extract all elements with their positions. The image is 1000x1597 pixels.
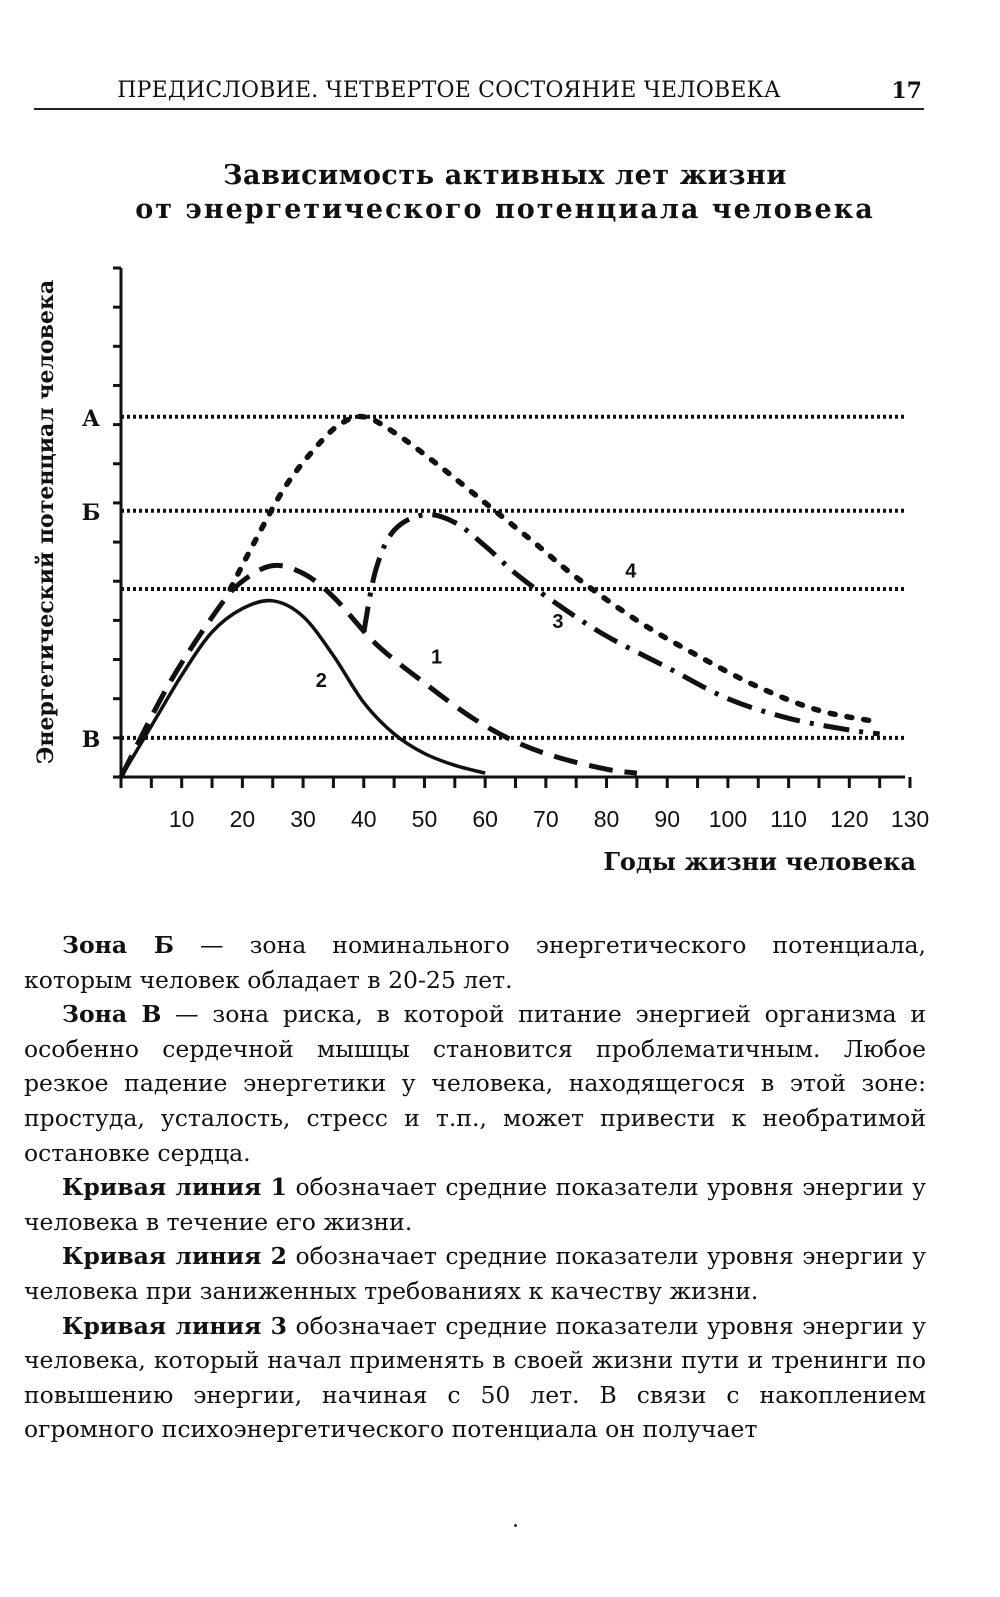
paragraph [24, 928, 926, 997]
curve-number-label: 1 [431, 646, 443, 669]
x-tick-label: 20 [229, 806, 256, 832]
paragraph-text: обозначает средние показатели уровня энергии у человека, который начал применять в своей жизни пути и тренинги по повышению энергии, начиная с 50 лет. В связи с накоплением огромного психоэнергетического потенциала он получает [24, 1311, 926, 1444]
curve-number-label: 4 [625, 560, 637, 583]
paragraph-lead: Кривая линия 1 [62, 1173, 287, 1202]
body-text [24, 928, 926, 1447]
x-tick-label: 100 [708, 806, 748, 832]
x-tick-label: 110 [770, 806, 807, 832]
running-head [34, 72, 924, 110]
x-tick-label: 50 [411, 806, 438, 832]
curves [121, 417, 880, 777]
chart-title-line-2: от энергетического потенциала человека [135, 194, 875, 225]
paragraph-lead: Кривая линия 3 [62, 1311, 287, 1340]
axis-ticks [113, 268, 910, 788]
paragraph-text: — зона номинального энергетического потенциала, которым человек обладает в 20-25 лет. [24, 931, 926, 994]
paragraph [24, 1309, 926, 1447]
paragraph-text: обозначает средние показатели уровня энергии у человека при заниженных требованиях к качеству жизни. [24, 1242, 926, 1305]
curve-3 [364, 514, 880, 733]
scan-speck [514, 1524, 517, 1527]
energy-chart [0, 250, 1000, 890]
zone-label: В [81, 726, 101, 753]
paragraph [24, 1170, 926, 1239]
x-tick-label: 70 [533, 806, 559, 832]
curve-number-label: 3 [552, 611, 564, 634]
reference-lines [121, 417, 905, 738]
chart-title-line-1: Зависимость активных лет жизни [222, 160, 788, 191]
x-tick-label: 130 [890, 806, 930, 832]
curve-1 [121, 565, 637, 777]
x-tick-label: 60 [472, 806, 498, 832]
x-tick-label: 10 [168, 806, 195, 832]
x-tick-label: 40 [350, 806, 377, 832]
paragraph-text: — зона риска, в которой питание энергией организма и особенно сердечной мышцы становится проблематичным. Любое резкое падение энергетики у человека, находящегося в этой зоне: простуда, усталость, стресс и т.п., может привести к необратимой остановке сердца. [24, 1000, 926, 1167]
paragraph-lead: Зона Б [62, 931, 174, 959]
zone-label: Б [81, 499, 101, 526]
paragraph-text: обозначает средние показатели уровня энергии у человека в течение его жизни. [24, 1173, 926, 1236]
x-axis-label: Годы жизни человека [603, 847, 916, 876]
paragraph [24, 997, 926, 1170]
page-number: 17 [891, 78, 922, 104]
x-tick-label: 90 [654, 806, 681, 832]
x-tick-label: 30 [290, 806, 316, 832]
paragraph-lead: Зона В [62, 1000, 162, 1029]
paragraph [24, 1239, 926, 1308]
x-tick-label: 120 [830, 806, 869, 832]
running-title: ПРЕДИСЛОВИЕ. ЧЕТВЕРТОЕ СОСТОЯНИЕ ЧЕЛОВЕКА [117, 78, 781, 103]
x-tick-label: 80 [593, 806, 620, 832]
labels [33, 280, 929, 876]
curve-number-label: 2 [315, 669, 327, 692]
y-axis-label: Энергетический потенциал человека [33, 279, 59, 765]
curve-4 [230, 417, 880, 723]
paragraph-lead: Кривая линия 2 [62, 1242, 287, 1271]
zone-label: А [82, 405, 100, 432]
